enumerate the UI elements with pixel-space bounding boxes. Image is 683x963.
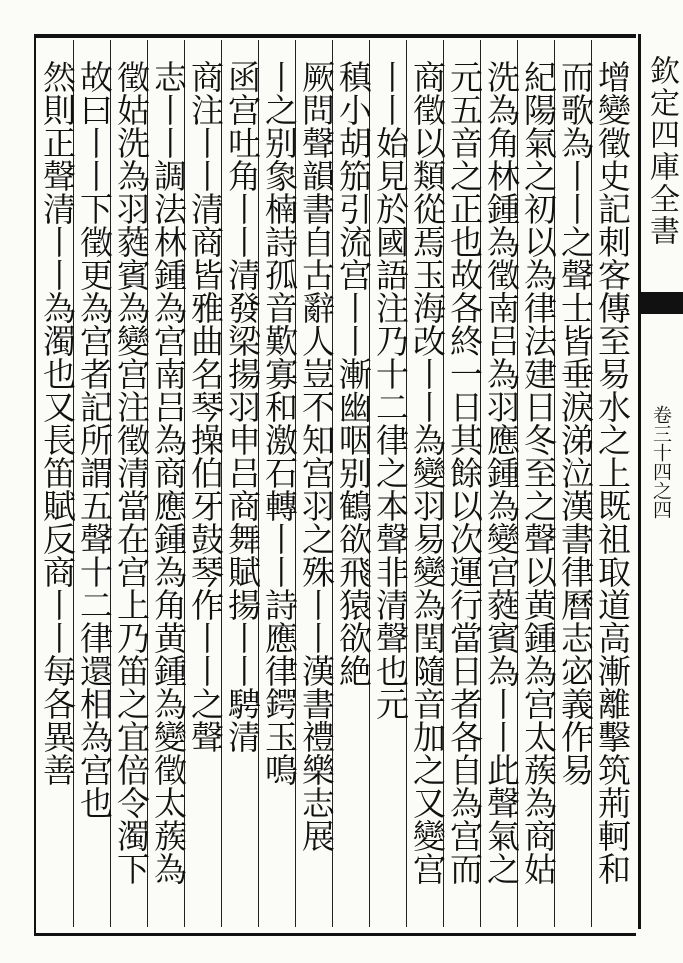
text-column-5: 元五音之正也故各終一日其餘以次運行當日者各自為宫而 — [445, 60, 484, 885]
margin-volume: 卷三十四之四 — [650, 405, 672, 519]
text-column-7: 丨丨始見於國語注乃十二律之本聲非清聲也元 — [371, 60, 410, 720]
text-column-12: 商注丨丨清商皆雅曲名琴操伯牙鼓琴作丨丨之聲 — [186, 60, 225, 753]
fishtail-mark — [640, 292, 683, 314]
text-column-10: 丨之别𧰼楠詩孤音歎寡和激石轉丨丨詩應律鍔玉鳴 — [260, 60, 299, 786]
text-column-11: 函宫吐角丨丨清發梁揚羽申吕商舞賦揚丨丨騁清 — [223, 60, 262, 753]
margin-title: 欽定四庫全書 — [644, 55, 679, 247]
text-column-14: 徵姑洗為羽蕤賓為變宫注徵清當在宫上乃笛之宜倍令濁下 — [112, 60, 151, 885]
text-column-8: 稹小胡笳引流宫丨丨漸幽咽别鶴欲飛猿欲絶 — [334, 60, 373, 687]
text-column-2: 而歌為丨丨之聲士皆垂淚涕泣漢書律曆志宓義作易 — [556, 60, 595, 786]
text-column-13: 志丨丨調法林鍾為宫南吕為商應鍾為角黄鍾為變徵太蔟為 — [149, 60, 188, 885]
text-column-15: 故曰丨丨下徵更為宫者記所謂五聲十二律還相為宫也 — [75, 60, 114, 819]
text-column-6: 商徵以類從焉玉海改丨丨為變羽易變為閏隨音加之又變宫 — [408, 60, 447, 885]
text-column-4: 洗為角林鍾為徵南吕為羽應鍾為變宫蕤賓為丨丨此聲氣之 — [482, 60, 521, 885]
text-column-16: 然則正聲清丨丨為濁也又長笛賦反商丨丨每各異善 — [38, 60, 77, 786]
text-column-9: 厥問聲韻書自古辭人豈不知宫羽之殊丨丨漢書禮樂志展 — [297, 60, 336, 852]
text-column-1: 增變徵史記刺客傳至易水之上既祖取道高漸離擊筑荊軻和 — [593, 60, 632, 885]
text-column-3: 紀陽氣之初以為律法建日冬至之聲以黄鍾為宫太蔟為商姑 — [519, 60, 558, 885]
